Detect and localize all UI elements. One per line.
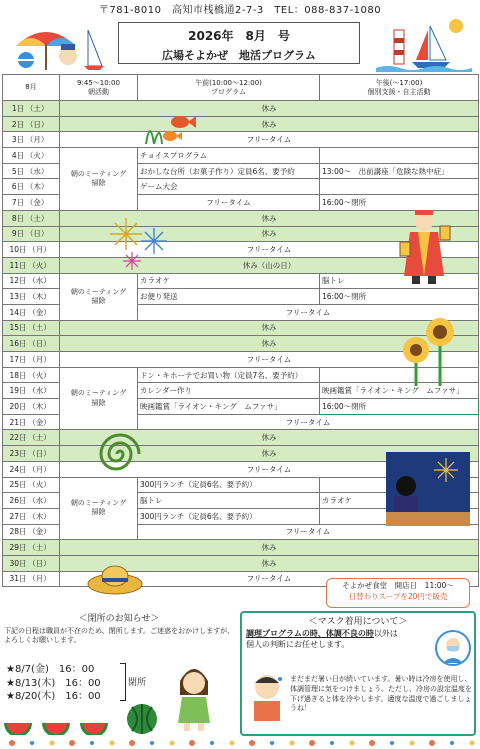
day-number: 15日 (9, 323, 27, 333)
pm-program-cell (320, 179, 479, 195)
date-cell (3, 101, 60, 117)
day-number: 19日 (9, 386, 27, 396)
title-box (118, 22, 360, 64)
full-day-cell: 休み (60, 101, 479, 117)
weekday: （月） (28, 574, 51, 584)
weekday-label: 金 (35, 307, 44, 317)
weekday-label: 水 (33, 166, 41, 176)
day-number: 16日 (9, 339, 27, 349)
day-number: 12日 (9, 276, 27, 286)
date-cell (3, 383, 60, 399)
weekday: （月） (25, 135, 49, 145)
morning-meeting-label: 朝のミーティング (70, 389, 127, 398)
date-cell (3, 446, 60, 462)
morning-meeting-label: 朝のミーティング (70, 499, 127, 508)
weekday: （金） (28, 307, 51, 317)
day-number: 2日 (11, 119, 25, 129)
date-cell (3, 289, 60, 305)
date-cell (3, 352, 60, 368)
weekday-label: 土 (35, 323, 44, 333)
weekday-label: 日 (35, 448, 44, 458)
morning-meeting-cell (60, 477, 138, 540)
pm-program-cell (320, 367, 479, 383)
mask-title: ＜マスク着用について＞ (308, 617, 408, 627)
weekday-label: 火 (35, 260, 44, 270)
morning-meeting-cell (60, 148, 138, 211)
address-line: 〒781-8010 高知市桟橋通2-7-3 TEL：088-837-1080 (98, 5, 382, 16)
full-day-cell: 休み（山の日） (60, 257, 479, 273)
weekday: （水） (28, 496, 51, 506)
table-header-row (3, 75, 479, 101)
table-row (3, 101, 479, 117)
full-day-cell: フリータイム (60, 242, 479, 258)
pm-program-cell (320, 477, 479, 493)
weekday-label: 金 (35, 417, 44, 427)
table-row (3, 210, 479, 226)
date-cell (3, 148, 60, 164)
table-row (3, 226, 479, 242)
am-program-cell: おかしな台所（お菓子作り）定員6名、要予約 (138, 163, 320, 179)
mask-line1-rest: 以外は (373, 629, 398, 638)
full-day-cell: 休み (60, 446, 479, 462)
table-row (3, 148, 479, 164)
weekday-label: 木 (35, 292, 44, 302)
weekday-label: 火 (35, 480, 44, 490)
date-cell (3, 273, 60, 289)
morning-meeting-label: 朝のミーティング (70, 169, 127, 178)
weekday: （木） (28, 511, 51, 521)
sailboat-lighthouse-illustration-icon (376, 16, 472, 72)
weekday: （土） (28, 323, 51, 333)
date-cell (3, 320, 60, 336)
girl-illustration-icon (172, 661, 216, 731)
full-day-cell: 休み (60, 540, 479, 556)
date-cell (3, 540, 60, 556)
day-number: 23日 (9, 448, 27, 458)
table-row (3, 116, 479, 132)
pm-program-cell: 16:00～閉所 (320, 195, 479, 211)
weekday-label: 日 (33, 119, 41, 129)
pm-program-cell: 16:00～閉所 (320, 289, 479, 305)
weekday-label: 水 (35, 386, 44, 396)
table-row (3, 273, 479, 289)
weekday-label: 月 (35, 354, 44, 364)
table-row (3, 555, 479, 571)
date-cell (3, 430, 60, 446)
program-title: 広場そよかぜ 地活プログラム (162, 49, 316, 62)
weekday: （金） (28, 417, 51, 427)
schedule-body (3, 101, 479, 587)
day-number: 20日 (9, 401, 27, 411)
pm-header: 午後(～17:00) 個別支援・自主活動 (320, 75, 479, 101)
weekday-label: 月 (35, 464, 44, 474)
table-row (3, 367, 479, 383)
issue-title: 2026年 8月 号 (188, 29, 290, 43)
weekday: （火） (28, 370, 51, 380)
am-header: 午前(10:00～12:00) プログラム (138, 75, 320, 101)
weekday-label: 月 (35, 574, 44, 584)
weekday-label: 金 (35, 527, 44, 537)
weekday-label: 月 (33, 135, 41, 145)
weekday-label: 月 (35, 245, 44, 255)
cleaning-label: 掃除 (91, 296, 106, 305)
weekday-label: 日 (33, 229, 41, 239)
day-number: 31日 (9, 574, 27, 584)
full-day-cell: フリータイム (138, 304, 479, 320)
weekday-label: 木 (35, 401, 44, 411)
date-cell (3, 571, 60, 587)
day-number: 30日 (9, 558, 27, 568)
schedule-table (2, 74, 479, 587)
closure-item: ★8/13(木) 16：00 (6, 677, 101, 689)
date-cell (3, 477, 60, 493)
table-row (3, 477, 479, 493)
closure-item: ★8/20(木) 16：00 (6, 691, 101, 702)
weekday-label: 火 (33, 150, 41, 160)
day-number: 6日 (11, 182, 25, 192)
am-program-cell: チョイスプログラム (138, 148, 320, 164)
weekday: （火） (25, 150, 49, 160)
closure-item: ★8/7(金) 16：00 (6, 664, 95, 675)
weekday: （火） (28, 480, 51, 490)
day-number: 29日 (9, 543, 27, 553)
full-day-cell: フリータイム (60, 132, 479, 148)
day-number: 3日 (11, 135, 25, 145)
weekday: （日） (28, 558, 51, 568)
am-program-cell: 300円ランチ（定員6名、要予約） (138, 477, 320, 493)
am-program-cell: ゲーム大会 (138, 179, 320, 195)
date-cell (3, 195, 60, 211)
weekday: （日） (28, 339, 51, 349)
day-number: 9日 (11, 229, 25, 239)
full-day-cell: 休み (60, 116, 479, 132)
date-cell (3, 226, 60, 242)
full-day-cell: 休み (60, 210, 479, 226)
date-cell (3, 210, 60, 226)
weekday-label: 水 (35, 496, 44, 506)
weekday-label: 土 (35, 543, 44, 553)
weekday: （木） (28, 292, 51, 302)
day-number: 28日 (9, 527, 27, 537)
weekday: （土） (25, 213, 49, 223)
full-day-cell: フリータイム (138, 414, 479, 430)
weekday: （土） (28, 433, 51, 443)
weekday: （月） (28, 464, 51, 474)
day-number: 27日 (9, 511, 27, 521)
weekday: （日） (25, 119, 49, 129)
weekday: （日） (25, 229, 49, 239)
date-cell (3, 493, 60, 509)
cleaning-label: 掃除 (91, 398, 106, 407)
day-number: 1日 (11, 103, 25, 113)
full-day-cell: フリータイム (60, 352, 479, 368)
table-row (3, 257, 479, 273)
table-row (3, 132, 479, 148)
day-number: 10日 (9, 245, 27, 255)
weekday: （日） (28, 448, 51, 458)
weekday-label: 土 (33, 103, 41, 113)
full-day-cell: 休み (60, 430, 479, 446)
pm-program-cell: カラオケ (320, 493, 479, 509)
closure-label: 閉所 (128, 678, 147, 688)
day-number: 5日 (11, 166, 25, 176)
date-cell (3, 257, 60, 273)
morning-header: 9:45～10:00 朝活動 (60, 75, 138, 101)
am-program-cell: ドン・キホーテでお買い物（定員7名、要予約） (138, 367, 320, 383)
pm-program-cell: 13:00～ 出前講座「危険な熱中症」 (320, 163, 479, 179)
mask-notice (240, 611, 476, 736)
morning-meeting-cell (60, 367, 138, 430)
table-row (3, 242, 479, 258)
page-header (0, 14, 480, 72)
table-row (3, 336, 479, 352)
weekday: （土） (28, 543, 51, 553)
day-number: 8日 (11, 213, 25, 223)
weekday: （土） (25, 103, 49, 113)
day-number: 7日 (11, 197, 25, 207)
date-cell (3, 132, 60, 148)
table-row (3, 352, 479, 368)
day-number: 26日 (9, 496, 27, 506)
weekday: （月） (28, 245, 51, 255)
weekday: （火） (28, 260, 51, 270)
weekday: （月） (28, 354, 51, 364)
full-day-cell: 休み (60, 320, 479, 336)
pm-program-cell: 映画鑑賞「ライオン・キング ムファサ」 (320, 383, 479, 399)
day-number: 24日 (9, 464, 27, 474)
mask-body: まだまだ暑い日が続いています。暑い時は冷房を使用し、体調管理に気をつけましょう。ただし、冷房の設定温度を下げ過ぎると体を冷やします。適度な温度で過ごしましょうね！ (290, 675, 472, 713)
cafeteria-line2: 日替わりスープを20円で販売 (348, 591, 448, 601)
date-cell (3, 555, 60, 571)
date-cell (3, 399, 60, 415)
am-program-cell: 映画鑑賞「ライオン・キング ムファサ」 (138, 399, 320, 415)
weekday-label: 水 (35, 276, 44, 286)
weekday: （金） (28, 527, 51, 537)
am-program-cell: 脳トレ (138, 493, 320, 509)
date-cell (3, 461, 60, 477)
weekday: （金） (25, 197, 49, 207)
date-cell (3, 336, 60, 352)
pm-program-cell: 16:00～閉所 (320, 399, 479, 415)
date-cell (3, 367, 60, 383)
mask-line2: 個人の判断にお任せします。 (246, 639, 350, 649)
am-program-cell: お便り発送 (138, 289, 320, 305)
weekday: （木） (28, 401, 51, 411)
date-cell (3, 508, 60, 524)
full-day-cell: 休み (60, 226, 479, 242)
weekday-label: 木 (35, 511, 44, 521)
closure-title: ＜閉所のお知らせ＞ (78, 614, 160, 624)
full-day-cell: フリータイム (60, 571, 479, 587)
cafeteria-banner (326, 578, 470, 608)
full-day-cell: 休み (60, 555, 479, 571)
date-cell (3, 414, 60, 430)
weekday-label: 金 (33, 197, 41, 207)
date-cell (3, 116, 60, 132)
am-program-cell: カラオケ (138, 273, 320, 289)
closure-text: 下記の日程は職員が不在のため、閉所します。ご迷惑をおかけしますが、よろしくお願いします。 (4, 627, 235, 645)
day-number: 4日 (11, 150, 25, 160)
cleaning-label: 掃除 (91, 508, 106, 517)
weekday: （木） (25, 182, 49, 192)
date-cell (3, 242, 60, 258)
am-program-cell: カレンダー作り (138, 383, 320, 399)
full-day-cell: 休み (60, 336, 479, 352)
day-number: 21日 (9, 417, 27, 427)
table-row (3, 320, 479, 336)
closure-notice (2, 611, 236, 736)
morning-meeting-label: 朝のミーティング (70, 287, 127, 296)
date-cell (3, 163, 60, 179)
full-day-cell: フリータイム (60, 461, 479, 477)
pm-program-cell: 脳トレ (320, 273, 479, 289)
day-number: 11日 (9, 260, 27, 270)
am-program-cell: 300円ランチ（定員6名、要予約） (138, 508, 320, 524)
full-day-cell: フリータイム (138, 524, 479, 540)
weekday: （水） (28, 276, 51, 286)
table-row (3, 540, 479, 556)
month-header: 8月 (3, 75, 60, 101)
table-row (3, 461, 479, 477)
closure-list (6, 663, 101, 704)
cleaning-label: 掃除 (91, 178, 106, 187)
table-row (3, 446, 479, 462)
day-number: 13日 (9, 292, 27, 302)
day-number: 17日 (9, 354, 27, 364)
pm-program-cell (320, 148, 479, 164)
weekday-label: 木 (33, 182, 41, 192)
free-time-cell: フリータイム (138, 195, 320, 211)
weekday-label: 火 (35, 370, 44, 380)
day-number: 14日 (9, 307, 27, 317)
day-number: 22日 (9, 433, 27, 443)
morning-meeting-cell (60, 273, 138, 320)
day-number: 18日 (9, 370, 27, 380)
weekday-label: 日 (35, 558, 44, 568)
watermelon-icon (2, 699, 166, 735)
pm-program-cell (320, 508, 479, 524)
day-number: 25日 (9, 480, 27, 490)
date-cell (3, 179, 60, 195)
summer-beach-illustration-icon (6, 16, 106, 72)
weekday: （水） (25, 166, 49, 176)
weekday-label: 土 (35, 433, 44, 443)
hot-person-icon (248, 671, 286, 723)
sea-creatures-border-icon (0, 737, 480, 749)
table-row (3, 430, 479, 446)
date-cell (3, 524, 60, 540)
weekday: （水） (28, 386, 51, 396)
mask-policy (242, 627, 474, 653)
cafeteria-line1: そよかぜ食堂 開店日 11:00～ (342, 581, 454, 590)
weekday-label: 土 (33, 213, 41, 223)
mask-emphasis: 調理プログラムの時、体調不良の時 (246, 629, 374, 638)
weekday-label: 日 (35, 339, 44, 349)
date-cell (3, 304, 60, 320)
closure-bracket (120, 663, 126, 701)
